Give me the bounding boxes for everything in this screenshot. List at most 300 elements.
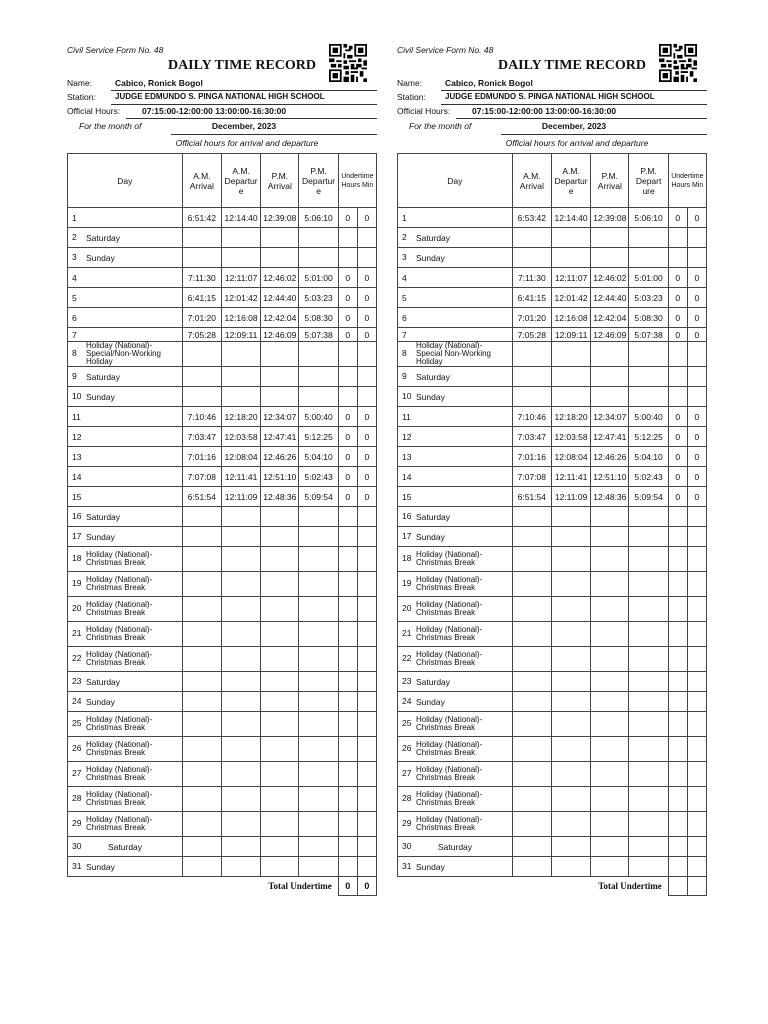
day-label: Saturday bbox=[416, 232, 451, 243]
pm-departure-cell: 5:01:00 bbox=[299, 268, 338, 288]
day-cell bbox=[68, 248, 183, 268]
pm-departure-cell: 5:03:23 bbox=[629, 288, 668, 308]
undertime-min-cell bbox=[687, 787, 706, 812]
am-arrival-cell bbox=[182, 507, 221, 527]
table-row bbox=[398, 622, 707, 647]
pm-departure-cell bbox=[629, 228, 668, 248]
undertime-min-cell: 0 bbox=[357, 328, 376, 342]
pm-arrival-cell bbox=[591, 547, 629, 572]
day-number: 12 bbox=[402, 431, 412, 442]
month-row bbox=[67, 118, 377, 134]
table-row bbox=[68, 308, 377, 328]
day-cell bbox=[398, 342, 513, 367]
undertime-min-cell: 0 bbox=[357, 487, 376, 507]
day-cell bbox=[68, 328, 183, 342]
undertime-min-cell bbox=[687, 248, 706, 268]
total-min: 0 bbox=[357, 877, 376, 896]
table-row bbox=[398, 248, 707, 268]
am-departure-cell: 12:18:20 bbox=[551, 407, 590, 427]
undertime-min-cell bbox=[687, 597, 706, 622]
day-number: 19 bbox=[72, 578, 82, 589]
undertime-hours-cell: 0 bbox=[668, 288, 687, 308]
am-departure-cell: 12:14:40 bbox=[221, 208, 260, 228]
am-departure-cell bbox=[551, 507, 590, 527]
undertime-min-cell bbox=[687, 228, 706, 248]
header-am-departure: A.M. Departur e bbox=[221, 154, 260, 208]
undertime-hours-cell: 0 bbox=[668, 467, 687, 487]
pm-arrival-cell bbox=[591, 597, 629, 622]
total-undertime-label: Total Undertime bbox=[512, 877, 668, 896]
day-label: Saturday bbox=[86, 371, 121, 382]
day-label: Sunday bbox=[416, 531, 445, 542]
day-label: Holiday (National)-Christmas Break bbox=[86, 550, 153, 567]
day-number: 4 bbox=[72, 272, 77, 283]
am-departure-cell bbox=[221, 597, 260, 622]
day-number: 31 bbox=[72, 861, 82, 872]
day-number: 13 bbox=[72, 451, 82, 462]
undertime-hours-cell bbox=[338, 547, 357, 572]
time-record-table bbox=[67, 153, 377, 896]
day-number: 22 bbox=[402, 653, 412, 664]
pm-departure-cell bbox=[629, 387, 668, 407]
pm-departure-cell bbox=[629, 812, 668, 837]
table-row bbox=[398, 507, 707, 527]
undertime-min-cell bbox=[357, 812, 376, 837]
day-label: Sunday bbox=[416, 391, 445, 402]
pm-departure-cell bbox=[299, 762, 338, 787]
day-cell bbox=[398, 837, 513, 857]
am-arrival-cell bbox=[512, 622, 551, 647]
table-row bbox=[398, 367, 707, 387]
am-departure-cell bbox=[221, 692, 260, 712]
pm-departure-cell bbox=[299, 737, 338, 762]
am-arrival-cell bbox=[512, 527, 551, 547]
pm-arrival-cell: 12:46:09 bbox=[261, 328, 299, 342]
day-cell bbox=[398, 288, 513, 308]
form-number: Civil Service Form No. 48 bbox=[397, 45, 494, 55]
total-blank bbox=[68, 877, 183, 896]
table-row bbox=[68, 427, 377, 447]
undertime-hours-cell bbox=[338, 597, 357, 622]
undertime-hours-cell bbox=[338, 367, 357, 387]
am-arrival-cell: 7:01:20 bbox=[512, 308, 551, 328]
pm-arrival-cell bbox=[591, 737, 629, 762]
table-row bbox=[398, 228, 707, 248]
day-number: 11 bbox=[72, 411, 81, 422]
table-row bbox=[68, 737, 377, 762]
am-arrival-cell bbox=[182, 762, 221, 787]
station-value: JUDGE EDMUNDO S. PINGA NATIONAL HIGH SCHOOL bbox=[111, 90, 377, 105]
pm-departure-cell: 5:12:25 bbox=[299, 427, 338, 447]
am-departure-cell bbox=[551, 597, 590, 622]
undertime-min-cell bbox=[687, 572, 706, 597]
undertime-min-cell bbox=[357, 228, 376, 248]
day-cell bbox=[398, 447, 513, 467]
day-number: 18 bbox=[72, 553, 82, 564]
day-label: Sunday bbox=[86, 531, 115, 542]
am-arrival-cell bbox=[182, 737, 221, 762]
total-row bbox=[398, 877, 707, 896]
undertime-min-cell bbox=[687, 342, 706, 367]
day-number: 25 bbox=[72, 718, 82, 729]
pm-arrival-cell bbox=[591, 507, 629, 527]
am-departure-cell: 12:03:58 bbox=[551, 427, 590, 447]
table-row bbox=[398, 527, 707, 547]
am-departure-cell: 12:03:58 bbox=[221, 427, 260, 447]
day-number: 23 bbox=[72, 676, 82, 687]
day-number: 26 bbox=[402, 743, 412, 754]
table-row bbox=[398, 762, 707, 787]
employee-name: Cabico, Ronick Bogol bbox=[441, 76, 707, 91]
day-cell bbox=[398, 857, 513, 877]
table-row bbox=[398, 812, 707, 837]
table-row bbox=[68, 268, 377, 288]
table-row bbox=[398, 597, 707, 622]
day-number: 9 bbox=[72, 371, 77, 382]
day-number: 30 bbox=[72, 841, 82, 852]
table-row bbox=[68, 342, 377, 367]
am-departure-cell bbox=[221, 672, 260, 692]
day-label: Sunday bbox=[416, 252, 445, 263]
pm-arrival-cell: 12:44:40 bbox=[261, 288, 299, 308]
am-departure-cell bbox=[551, 737, 590, 762]
undertime-hours-cell bbox=[668, 597, 687, 622]
am-departure-cell bbox=[551, 572, 590, 597]
pm-departure-cell bbox=[299, 597, 338, 622]
am-departure-cell bbox=[551, 547, 590, 572]
am-arrival-cell: 7:03:47 bbox=[182, 427, 221, 447]
header-pm-departure: P.M. Departur e bbox=[299, 154, 338, 208]
undertime-hours-cell bbox=[668, 367, 687, 387]
station-row bbox=[397, 90, 707, 104]
pm-arrival-cell: 12:46:26 bbox=[591, 447, 629, 467]
pm-departure-cell bbox=[299, 547, 338, 572]
pm-departure-cell bbox=[629, 647, 668, 672]
am-departure-cell bbox=[221, 857, 260, 877]
undertime-hours-cell: 0 bbox=[668, 427, 687, 447]
day-cell bbox=[68, 427, 183, 447]
day-label: Holiday (National)-Christmas Break bbox=[416, 550, 483, 567]
am-departure-cell bbox=[551, 248, 590, 268]
day-cell bbox=[68, 467, 183, 487]
pm-departure-cell bbox=[629, 712, 668, 737]
undertime-hours-cell bbox=[668, 572, 687, 597]
table-row bbox=[398, 342, 707, 367]
undertime-min-cell: 0 bbox=[687, 308, 706, 328]
undertime-hours-cell bbox=[338, 812, 357, 837]
table-row bbox=[68, 692, 377, 712]
am-arrival-cell bbox=[182, 228, 221, 248]
pm-departure-cell bbox=[299, 387, 338, 407]
am-departure-cell: 12:01:42 bbox=[551, 288, 590, 308]
pm-arrival-cell bbox=[261, 527, 299, 547]
table-row bbox=[68, 487, 377, 507]
day-number: 5 bbox=[402, 292, 407, 303]
day-cell bbox=[68, 387, 183, 407]
pm-arrival-cell: 12:46:02 bbox=[261, 268, 299, 288]
table-row bbox=[68, 547, 377, 572]
table-row bbox=[398, 857, 707, 877]
am-departure-cell bbox=[221, 647, 260, 672]
undertime-hours-cell bbox=[338, 692, 357, 712]
undertime-hours-cell: 0 bbox=[338, 447, 357, 467]
pm-departure-cell bbox=[299, 527, 338, 547]
station-row bbox=[67, 90, 377, 104]
day-number: 10 bbox=[72, 391, 82, 402]
day-cell bbox=[398, 328, 513, 342]
day-number: 29 bbox=[72, 818, 82, 829]
am-departure-cell: 12:16:08 bbox=[551, 308, 590, 328]
undertime-min-cell bbox=[357, 572, 376, 597]
pm-departure-cell: 5:06:10 bbox=[629, 208, 668, 228]
pm-departure-cell bbox=[629, 857, 668, 877]
day-number: 16 bbox=[402, 511, 412, 522]
day-number: 26 bbox=[72, 743, 82, 754]
day-number: 5 bbox=[72, 292, 77, 303]
day-cell bbox=[398, 597, 513, 622]
table-row bbox=[68, 622, 377, 647]
day-cell bbox=[68, 228, 183, 248]
am-departure-cell bbox=[221, 762, 260, 787]
undertime-min-cell bbox=[357, 712, 376, 737]
undertime-hours-cell: 0 bbox=[668, 208, 687, 228]
day-number: 17 bbox=[72, 531, 82, 542]
am-arrival-cell bbox=[182, 837, 221, 857]
day-number: 12 bbox=[72, 431, 82, 442]
table-row bbox=[68, 672, 377, 692]
day-number: 2 bbox=[402, 232, 407, 243]
undertime-min-cell bbox=[357, 837, 376, 857]
day-number: 22 bbox=[72, 653, 82, 664]
undertime-hours-cell bbox=[668, 507, 687, 527]
day-number: 1 bbox=[402, 212, 407, 223]
day-number: 21 bbox=[402, 628, 412, 639]
undertime-hours-cell: 0 bbox=[338, 308, 357, 328]
pm-arrival-cell bbox=[261, 507, 299, 527]
month-label: For the month of bbox=[409, 121, 472, 131]
day-cell bbox=[68, 572, 183, 597]
day-label: Holiday (National)-Christmas Break bbox=[86, 625, 153, 642]
pm-arrival-cell bbox=[261, 597, 299, 622]
name-row bbox=[67, 76, 377, 90]
undertime-min-cell: 0 bbox=[357, 467, 376, 487]
undertime-min-cell bbox=[357, 547, 376, 572]
table-row bbox=[68, 367, 377, 387]
day-number: 2 bbox=[72, 232, 77, 243]
undertime-hours-cell bbox=[338, 672, 357, 692]
am-departure-cell: 12:01:42 bbox=[221, 288, 260, 308]
undertime-hours-cell bbox=[338, 342, 357, 367]
undertime-min-cell: 0 bbox=[357, 447, 376, 467]
pm-departure-cell: 5:12:25 bbox=[629, 427, 668, 447]
day-cell bbox=[398, 572, 513, 597]
day-number: 7 bbox=[402, 329, 407, 340]
day-cell bbox=[398, 367, 513, 387]
pm-departure-cell bbox=[629, 692, 668, 712]
undertime-hours-cell bbox=[668, 527, 687, 547]
undertime-min-cell bbox=[357, 857, 376, 877]
day-label: Holiday (National)-Christmas Break bbox=[86, 575, 153, 592]
day-cell bbox=[68, 527, 183, 547]
day-label: Saturday bbox=[86, 511, 121, 522]
undertime-min-cell: 0 bbox=[687, 427, 706, 447]
undertime-hours-cell: 0 bbox=[668, 308, 687, 328]
am-arrival-cell bbox=[512, 248, 551, 268]
day-cell bbox=[398, 268, 513, 288]
undertime-min-cell: 0 bbox=[357, 427, 376, 447]
day-cell bbox=[68, 407, 183, 427]
am-arrival-cell bbox=[182, 787, 221, 812]
undertime-hours-cell bbox=[668, 228, 687, 248]
day-label: Holiday (National)-Christmas Break bbox=[416, 625, 483, 642]
day-cell bbox=[68, 812, 183, 837]
am-departure-cell bbox=[221, 228, 260, 248]
undertime-min-cell: 0 bbox=[687, 328, 706, 342]
am-arrival-cell bbox=[182, 712, 221, 737]
day-label: Saturday bbox=[416, 511, 451, 522]
am-departure-cell: 12:11:09 bbox=[551, 487, 590, 507]
pm-arrival-cell: 12:48:36 bbox=[591, 487, 629, 507]
table-row bbox=[398, 407, 707, 427]
undertime-hours-cell: 0 bbox=[668, 328, 687, 342]
day-label: Holiday (National)-Christmas Break bbox=[86, 765, 153, 782]
official-hours-caption: Official hours for arrival and departure bbox=[505, 138, 649, 148]
am-departure-cell bbox=[221, 572, 260, 597]
am-departure-cell: 12:11:09 bbox=[221, 487, 260, 507]
pm-arrival-cell: 12:46:09 bbox=[591, 328, 629, 342]
dtr-form-right bbox=[397, 44, 707, 896]
pm-arrival-cell bbox=[591, 367, 629, 387]
am-departure-cell: 12:08:04 bbox=[221, 447, 260, 467]
table-row bbox=[68, 288, 377, 308]
day-label: Holiday (National)-Christmas Break bbox=[416, 765, 483, 782]
undertime-hours-cell bbox=[668, 712, 687, 737]
undertime-hours-cell bbox=[338, 572, 357, 597]
undertime-hours-cell bbox=[668, 387, 687, 407]
undertime-min-cell bbox=[687, 692, 706, 712]
am-departure-cell: 12:14:40 bbox=[551, 208, 590, 228]
table-row bbox=[68, 328, 377, 342]
employee-name: Cabico, Ronick Bogol bbox=[111, 76, 377, 91]
day-cell bbox=[398, 487, 513, 507]
undertime-min-cell bbox=[687, 712, 706, 737]
table-row bbox=[68, 857, 377, 877]
undertime-min-cell bbox=[687, 762, 706, 787]
am-arrival-cell bbox=[512, 547, 551, 572]
table-row bbox=[398, 547, 707, 572]
day-number: 24 bbox=[402, 696, 412, 707]
pm-arrival-cell: 12:34:07 bbox=[261, 407, 299, 427]
undertime-min-cell bbox=[687, 527, 706, 547]
station-label: Station: bbox=[67, 92, 96, 102]
day-number: 21 bbox=[72, 628, 82, 639]
day-label: Sunday bbox=[86, 696, 115, 707]
station-label: Station: bbox=[397, 92, 426, 102]
am-arrival-cell: 7:10:46 bbox=[512, 407, 551, 427]
day-label: Saturday bbox=[86, 676, 121, 687]
undertime-hours-cell bbox=[668, 622, 687, 647]
am-departure-cell bbox=[551, 527, 590, 547]
pm-arrival-cell bbox=[261, 737, 299, 762]
day-number: 7 bbox=[72, 329, 77, 340]
day-number: 4 bbox=[402, 272, 407, 283]
station-value: JUDGE EDMUNDO S. PINGA NATIONAL HIGH SCHOOL bbox=[441, 90, 707, 105]
day-label: Sunday bbox=[416, 696, 445, 707]
pm-arrival-cell bbox=[261, 622, 299, 647]
pm-arrival-cell bbox=[261, 812, 299, 837]
pm-departure-cell bbox=[299, 572, 338, 597]
table-row bbox=[398, 427, 707, 447]
total-hours: 0 bbox=[338, 877, 357, 896]
day-label: Holiday (National)-Christmas Break bbox=[86, 815, 153, 832]
pm-departure-cell bbox=[299, 248, 338, 268]
pm-departure-cell: 5:07:38 bbox=[299, 328, 338, 342]
pm-arrival-cell bbox=[261, 837, 299, 857]
day-cell bbox=[398, 427, 513, 447]
official-hours-label: Official Hours: bbox=[67, 106, 121, 116]
undertime-min-cell bbox=[687, 737, 706, 762]
table-row bbox=[398, 712, 707, 737]
undertime-min-cell bbox=[357, 248, 376, 268]
pm-departure-cell bbox=[299, 367, 338, 387]
undertime-min-cell bbox=[687, 812, 706, 837]
day-cell bbox=[398, 672, 513, 692]
am-departure-cell: 12:11:07 bbox=[221, 268, 260, 288]
pm-departure-cell bbox=[629, 672, 668, 692]
day-label: Holiday (National)-Christmas Break bbox=[86, 650, 153, 667]
am-departure-cell bbox=[221, 622, 260, 647]
day-label: Sunday bbox=[86, 861, 115, 872]
undertime-min-cell bbox=[687, 672, 706, 692]
header-am-departure: A.M. Departur e bbox=[551, 154, 590, 208]
table-row bbox=[68, 762, 377, 787]
am-departure-cell bbox=[221, 737, 260, 762]
day-label: Sunday bbox=[416, 861, 445, 872]
day-cell bbox=[68, 308, 183, 328]
day-number: 24 bbox=[72, 696, 82, 707]
pm-arrival-cell bbox=[591, 857, 629, 877]
pm-departure-cell bbox=[299, 228, 338, 248]
table-row bbox=[68, 837, 377, 857]
day-cell bbox=[398, 228, 513, 248]
am-arrival-cell bbox=[182, 342, 221, 367]
pm-arrival-cell bbox=[261, 248, 299, 268]
pm-arrival-cell bbox=[261, 387, 299, 407]
day-cell bbox=[68, 737, 183, 762]
day-number: 20 bbox=[72, 603, 82, 614]
official-hours-row bbox=[67, 104, 377, 118]
am-departure-cell bbox=[221, 387, 260, 407]
am-departure-cell bbox=[551, 692, 590, 712]
day-cell bbox=[68, 208, 183, 228]
undertime-min-cell bbox=[357, 342, 376, 367]
table-row bbox=[68, 787, 377, 812]
undertime-hours-cell bbox=[668, 647, 687, 672]
undertime-min-cell bbox=[687, 547, 706, 572]
table-row bbox=[68, 447, 377, 467]
day-number: 14 bbox=[72, 471, 82, 482]
am-departure-cell bbox=[221, 837, 260, 857]
undertime-hours-cell bbox=[338, 507, 357, 527]
pm-departure-cell: 5:08:30 bbox=[299, 308, 338, 328]
am-arrival-cell: 7:07:08 bbox=[512, 467, 551, 487]
pm-arrival-cell bbox=[261, 228, 299, 248]
day-number: 17 bbox=[402, 531, 412, 542]
header-pm-departure: P.M. Depart ure bbox=[629, 154, 668, 208]
day-cell bbox=[398, 387, 513, 407]
table-row bbox=[398, 787, 707, 812]
undertime-min-cell: 0 bbox=[687, 288, 706, 308]
